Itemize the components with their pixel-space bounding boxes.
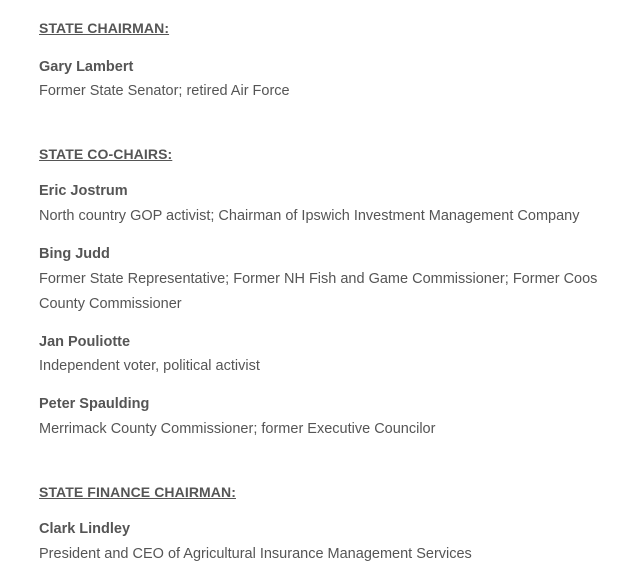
person-name: Bing Judd: [39, 246, 110, 262]
section-heading-state-co-chairs: STATE CO-CHAIRS:: [39, 146, 173, 162]
section-heading-state-chairman: STATE CHAIRMAN:: [39, 20, 170, 36]
person-description: Former State Representative; Former NH Fish and Game Commissioner; Former Coos County Commissioner: [39, 271, 598, 312]
person-description: Independent voter, political activist: [39, 358, 260, 374]
person-name: Eric Jostrum: [39, 183, 128, 199]
person-name: Clark Lindley: [39, 521, 131, 537]
section-heading-state-finance-chairman: STATE FINANCE CHAIRMAN:: [39, 484, 236, 500]
person-description: Merrimack County Commissioner; former Executive Councilor: [39, 421, 436, 437]
person-name: Gary Lambert: [39, 59, 134, 75]
person-description: Former State Senator; retired Air Force: [39, 83, 290, 99]
person-description: President and CEO of Agricultural Insurance Management Services: [39, 546, 472, 562]
person-name: Jan Pouliotte: [39, 334, 131, 350]
person-description: North country GOP activist; Chairman of Ipswich Investment Management Company: [39, 208, 580, 224]
person-name: Peter Spaulding: [39, 396, 150, 412]
